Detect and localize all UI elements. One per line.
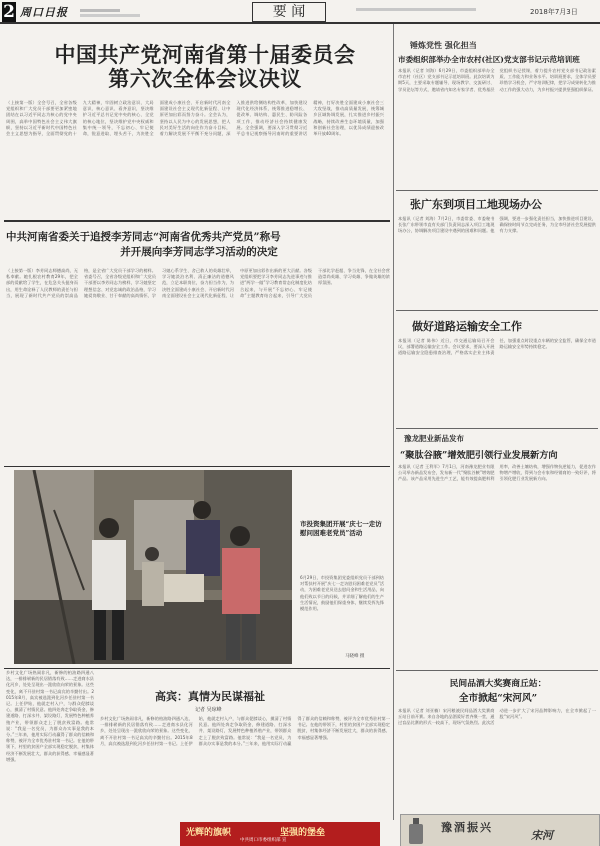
- right-body-4: 本报讯（记者 王利军）7月1日，河南豫龙肥业有限公司举办新品发布会，发布新一代“聚肽谷腋”增效肥产品。该产品采用先进生产工艺，能有效提高肥料利用率，改善土壤结构，增强作物抗逆能力，促进农作物增产增收，得到与会专家和经销商的一致好评，将引领化肥行业发展新方向。: [398, 464, 596, 482]
- ad-party-left: 光辉的旗帜: [186, 828, 232, 838]
- bottom-article-body-left: 乡村文化广场热闹非凡，新修的柏油路四通八达，一排排崭新的民居错落有致……走进商水县化河乡，处处呈现出一派欣欣向荣的景象。这些变化，离不开驻村第一书记高宾的辛勤付出。2015年8月，高宾被选派到化河乡任驻村第一书记。上任伊始，他就走村入户，与群众促膝谈心，摸清了村情民意。他四处奔走争取资金，修建道路、打深水井、架设路灯，发展特色种植养殖产业，带领群众走上了脱贫致富路。他常说：“我是一名党员，为群众办实事是我的本分。”三年来，他用实际行动赢得了群众的信赖和称赞，被评为全市优秀驻村第一书记。在他的带领下，村里的贫困户全部实现稳定脱贫，村集体经济不断发展壮大，群众的获得感、幸福感显著增强。: [6, 670, 94, 762]
- ad-liquor-title: 豫酒振兴: [441, 821, 493, 834]
- right-head-2: 张广东到项目工地现场办公: [410, 198, 542, 211]
- right-body-3: 本报讯（记者 陈伟）近日，市交通运输局召开会议，部署道路运输安全工作。会议要求，要深入开展道路运输安全隐患排查治理，严格落实企业主体责任，加强重点时段重点车辆的安全监管，确保全市道路运输安全形势持续稳定。: [398, 338, 596, 356]
- masthead-rule: [0, 22, 600, 24]
- ad-party-sub: 中共周口市委组织部 宣: [240, 838, 287, 843]
- right-head-4: “聚肽谷腋”增效肥引领行业发展新方向: [400, 450, 558, 461]
- right-head-3: 做好道路运输安全工作: [412, 320, 522, 333]
- right-kicker-4: 豫龙肥业新品发布: [404, 434, 464, 443]
- main-article-title-1: 中国共产党河南省第十届委员会: [54, 42, 356, 67]
- masthead-meta-box: [80, 6, 230, 18]
- section-title: 要 闻: [252, 2, 326, 22]
- photo-scene: [14, 470, 292, 664]
- rule-main-bottom: [4, 220, 390, 222]
- bottom-article-title: 高宾：真情为民谋福祉: [155, 690, 265, 703]
- rule-right-4: [396, 670, 598, 671]
- bottom-article-byline: 记者 吴琼峰: [195, 707, 222, 713]
- main-article-body: （上接第一版）全会号召，全省各级党组织和广大党员干部要更加紧密地团结在以习近平同志为核心的党中央周围，高举中国特色社会主义伟大旗帜，坚持以习近平新时代中国特色社会主义思想为指导，全面贯彻党的十九大精神，牢固树立政治意识、大局意识、核心意识、看齐意识，坚决维护习近平总书记党中央的核心、全党的核心地位，坚决维护党中央权威和集中统一领导，不忘初心、牢记使命，锐意进取、埋头苦干，为决胜全面建成小康社会、开启新时代河南全面建设社会主义现代化新征程、让中原更加出彩而努力奋斗。全会认为，坚持以人民为中心的发展思想，把人民对美好生活的向往作为奋斗目标，着力解决发展不平衡不充分问题，深入推进供给侧结构性改革，加快建设现代化经济体系，统筹推进稳增长、促改革、调结构、惠民生、防风险各项工作，推动经济社会持续健康发展。全会强调，要深入学习贯彻习近平总书记视察指导河南时的重要讲话精神，打好决胜全面建成小康社会三大攻坚战，推动高质量发展，统筹城乡区域协调发展，扎实推进乡村振兴战略，持续改善生态环境质量，加强和创新社会治理，以优异成绩迎接改革开放40周年。: [6, 100, 384, 137]
- right-head-5b: 全市掀起“宋河风”: [458, 693, 538, 704]
- issue-date: 2018年7月3日: [530, 8, 578, 16]
- page-number: 2: [3, 2, 15, 22]
- photo-caption-body: 6月29日，市投资集团党委组织党员干部到结对帮扶村开展“庆七一走访慰问困难老党员”活动，为困难老党员送去慰问金和生活用品，向他们致以节日的问候，并详细了解他们的生产生活情况，鼓励他们保重身体，继续发挥先锋模范作用。: [300, 575, 384, 612]
- photo-caption-title: 市投资集团开展“庆七一走访慰问困难老党员”活动: [300, 520, 382, 537]
- ad-liquor-banner: [400, 814, 600, 846]
- main-article-title-2: 第六次全体会议决议: [108, 66, 302, 91]
- right-body-2: 本报讯（记者 刘海）7月2日，市委常委、市委秘书长张广东带领市直有关部门负责同志深入项目工地现场办公，协调解决项目建设中遇到的困难和问题。他强调，要进一步强化责任担当，加快推进项目建设，确保按时间节点完成任务，为全市经济社会发展提供有力支撑。: [398, 216, 596, 234]
- rule-right-2: [396, 310, 598, 311]
- ad-liquor-brand: 宋河: [531, 829, 553, 842]
- bottom-article-body-main: 乡村文化广场热闹非凡，新修的柏油路四通八达，一排排崭新的民居错落有致……走进商水县化河乡，处处呈现出一派欣欣向荣的景象。这些变化，离不开驻村第一书记高宾的辛勤付出。2015年8月，高宾被选派到化河乡任驻村第一书记。上任伊始，他就走村入户，与群众促膝谈心，摸清了村情民意。他四处奔走争取资金，修建道路、打深水井、架设路灯，发展特色种植养殖产业，带领群众走上了脱贫致富路。他常说：“我是一名党员，为群众办实事是我的本分。”三年来，他用实际行动赢得了群众的信赖和称赞，被评为全市优秀驻村第一书记。在他的带领下，村里的贫困户全部实现稳定脱贫，村集体经济不断发展壮大，群众的获得感、幸福感显著增强。: [100, 716, 390, 746]
- sub-article-title-1: 中共河南省委关于追授李芳同志“河南省优秀共产党员”称号: [6, 231, 281, 243]
- rule-photo-bottom: [4, 668, 390, 669]
- news-photo: [14, 470, 292, 664]
- masthead: [0, 0, 600, 26]
- rule-right-3: [396, 428, 598, 429]
- right-kicker-1: 锤炼党性 强化担当: [410, 40, 477, 50]
- right-body-1: 本报讯（记者 刘海）6月29日，市委组织部举办全市农村（社区）党支部书记示范培训班。此次培训为期5天，主要采取专题辅导、现场教学、交流研讨、学员论坛等方式，邀请省内知名专家学者、优秀基层党组织书记授课，着力提升农村党支部书记政治素质、工作能力和业务水平。培训班要求，全体学员要珍惜学习机会，严守培训纪律，把学习成果转化为推动工作的强大动力，为乡村振兴提供坚强组织保证。: [398, 68, 596, 92]
- rule-sub-bottom: [4, 466, 390, 467]
- masthead-editor-info: [356, 8, 486, 16]
- column-divider: [393, 24, 394, 820]
- right-head-1: 市委组织部举办全市农村(社区)党支部书记示范培训班: [398, 55, 580, 64]
- paper-name: 周口日报: [20, 6, 68, 19]
- right-head-5a: 民间品酒大奖赛商丘站：: [449, 679, 547, 689]
- ad-party-banner: [180, 822, 380, 846]
- rule-right-1: [396, 190, 598, 191]
- ad-party-right: 坚强的堡垒: [280, 828, 326, 838]
- liquor-bottle-icon: [407, 818, 425, 844]
- photo-credit: 马晓峰 摄: [345, 654, 365, 659]
- sub-article-body: （上接第一版）李芳同志师德高尚，无私奉献。她扎根农村教育29年，把全部的爱献给了学生，在危急关头挺身而出，用生命诠释了人民教师的责任与担当，展现了新时代共产党员的崇高品格，是全省广大党员干部学习的榜样。省委号召，全省各级党组织和广大党员干部要以李芳同志为榜样，学习她坚定理想信念、对党忠诚的政治品格，学习她爱岗敬业、甘于奉献的高尚情怀，学习她心系学生、舍己救人的英雄壮举，学习她淡泊名利、清正廉洁的道德风范，立足本职岗位，奋力担当作为，为决胜全面建成小康社会、开启新时代河南全面建设社会主义现代化新征程、让中原更加出彩作出新的更大贡献。各级党组织要把学习李芳同志先进事迹与推进“两学一做”学习教育常态化制度化结合起来，与开展“不忘初心、牢记使命”主题教育结合起来，引导广大党员干部比学赶超、争当先锋，在全社会营造崇尚英雄、学习英雄、争做英雄的浓厚氛围。: [6, 268, 390, 298]
- right-body-5: 本报讯（记者 刘亚楠）宋河粮液民间品酒大奖赛商丘站日前开赛。来自各地的品酒爱好者齐聚一堂，通过盲品比赛的形式一较高下，现场气氛热烈。此次活动进一步扩大了宋河品牌影响力，在全市掀起了一股“宋河风”。: [398, 708, 596, 726]
- sub-article-title-2: 并开展向李芳同志学习活动的决定: [120, 246, 278, 258]
